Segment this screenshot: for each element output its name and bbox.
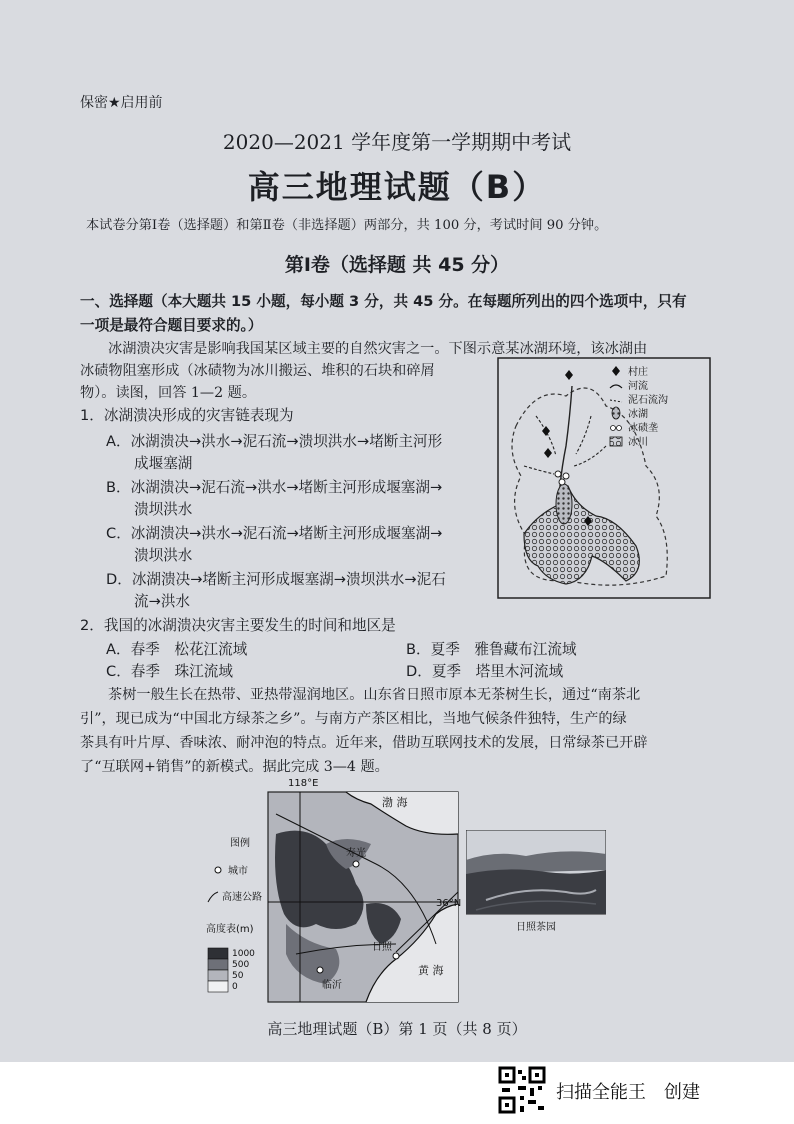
city-marker	[317, 967, 323, 973]
section-instructions: 一、选择题（本大题共 15 小题，每小题 3 分，共 45 分。在每题所列出的四个选项中，只有	[80, 293, 687, 310]
latitude-label: 36°N	[436, 898, 462, 909]
elev-label-1000: 1000	[232, 949, 255, 959]
q2-option-d: D．夏季 塔里木河流域	[406, 663, 564, 680]
legend-moraine: 冰碛垄	[628, 423, 658, 434]
linyi-label: 临沂	[322, 980, 342, 991]
city-marker	[353, 861, 359, 867]
q2-option-a: A．春季 松花江流域	[106, 641, 248, 658]
elev-label-500: 500	[232, 960, 250, 970]
exam-intro: 本试卷分第Ⅰ卷（选择题）和第Ⅱ卷（非选择题）两部分，共 100 分，考试时间 90 分钟。	[86, 218, 608, 233]
part1-title: 第Ⅰ卷（选择题 共 45 分）	[284, 254, 510, 276]
tea-garden-photo	[466, 830, 606, 934]
q1-option-b: B．冰湖溃决→泥石流→洪水→堵断主河形成堰塞湖→	[106, 479, 443, 496]
q1-option-a-cont: 成堰塞湖	[134, 455, 193, 472]
passage1-line: 物）。读图，回答 1—2 题。	[80, 385, 257, 401]
longitude-label: 118°E	[288, 778, 319, 789]
q2-option-b: B．夏季 雅鲁藏布江流域	[406, 641, 577, 658]
legend-river: 河流	[628, 381, 648, 392]
elev-label-50: 50	[232, 971, 244, 981]
legend-glacier-icon	[610, 437, 622, 446]
elev-swatch-50	[208, 970, 228, 981]
passage2-line: 茶树一般生长在热带、亚热带湿润地区。山东省日照市原本无茶树生长，通过“南茶北	[108, 687, 641, 703]
map-legend-title: 图例	[230, 838, 250, 849]
q1-option-a: A．冰湖溃决→洪水→泥石流→溃坝洪水→堵断主河形	[106, 433, 443, 450]
legend-moraine-icon	[611, 426, 616, 431]
moraine-ridge	[563, 473, 569, 479]
legend-glacier: 冰川	[628, 437, 648, 448]
glacial-lake	[556, 484, 572, 524]
question-1: 1．冰湖溃决形成的灾害链表现为	[80, 407, 294, 424]
moraine-ridge	[555, 471, 561, 477]
q1-option-d-cont: 流→洪水	[134, 593, 191, 610]
scanner-label: 扫描全能王 创建	[556, 1082, 700, 1103]
q1-option-c: C．冰湖溃决→洪水→泥石流→堵断主河形成堰塞湖→	[106, 525, 443, 542]
question-2: 2．我国的冰湖溃决灾害主要发生的时间和地区是	[80, 617, 396, 634]
q1-option-b-cont: 溃坝洪水	[134, 501, 193, 518]
legend-lake-icon	[612, 407, 620, 419]
city-marker	[393, 953, 399, 959]
passage2-line: 茶具有叶片厚、香味浓、耐冲泡的特点。近年来，借助互联网技术的发展，日常绿茶已开辟	[80, 735, 648, 751]
elev-swatch-0	[208, 981, 228, 992]
moraine-ridge	[559, 479, 565, 485]
photo-caption: 日照茶园	[516, 922, 556, 933]
exam-title: 2020—2021 学年度第一学期期中考试	[222, 130, 572, 154]
rizhao-label: 日照	[372, 942, 392, 953]
legend-highway: 高速公路	[222, 892, 262, 903]
shouguang-label: 寿光	[346, 848, 366, 859]
legend-lake: 冰湖	[628, 409, 648, 420]
passage1-line: 冰湖溃决灾害是影响我国某区域主要的自然灾害之一。下图示意某冰湖环境，该冰湖由	[108, 341, 648, 357]
passage1-line: 冰碛物阻塞形成（冰碛物为冰川搬运、堆积的石块和碎屑	[80, 363, 435, 379]
legend-debris: 泥石流沟	[628, 395, 668, 406]
glacial-lake-figure	[496, 356, 712, 600]
section-instructions-cont: 一项是最符合题目要求的。）	[80, 317, 263, 334]
legend-moraine-icon	[617, 426, 622, 431]
page-footer: 高三地理试题（B）第 1 页（共 8 页）	[267, 1020, 527, 1038]
secret-label: 保密★启用前	[80, 95, 163, 111]
rizhao-map-figure	[196, 774, 466, 1004]
legend-city: 城市	[228, 866, 248, 877]
passage2-line: 引”，现已成为“中国北方绿茶之乡”。与南方产茶区相比，当地气候条件独特，生产的绿	[80, 711, 627, 727]
passage2-line: 了“互联网+销售”的新模式。据此完成 3—4 题。	[80, 759, 389, 775]
qr-code-icon	[498, 1066, 546, 1114]
legend-city-icon	[215, 867, 221, 873]
legend-village: 村庄	[628, 367, 648, 378]
elevation-title: 高度表(m)	[206, 924, 254, 935]
bohai-label: 渤 海	[382, 796, 408, 809]
q2-option-c: C．春季 珠江流域	[106, 663, 233, 680]
q1-option-c-cont: 溃坝洪水	[134, 547, 193, 564]
legend-highway-icon	[208, 892, 218, 902]
huanghai-label: 黄 海	[418, 964, 444, 977]
elev-swatch-500	[208, 959, 228, 970]
paper-title: 高三地理试题（B）	[247, 168, 547, 206]
elev-label-0: 0	[232, 982, 238, 992]
elev-swatch-1000	[208, 948, 228, 959]
q1-option-d: D．冰湖溃决→堵断主河形成堰塞湖→溃坝洪水→泥石	[106, 571, 446, 588]
